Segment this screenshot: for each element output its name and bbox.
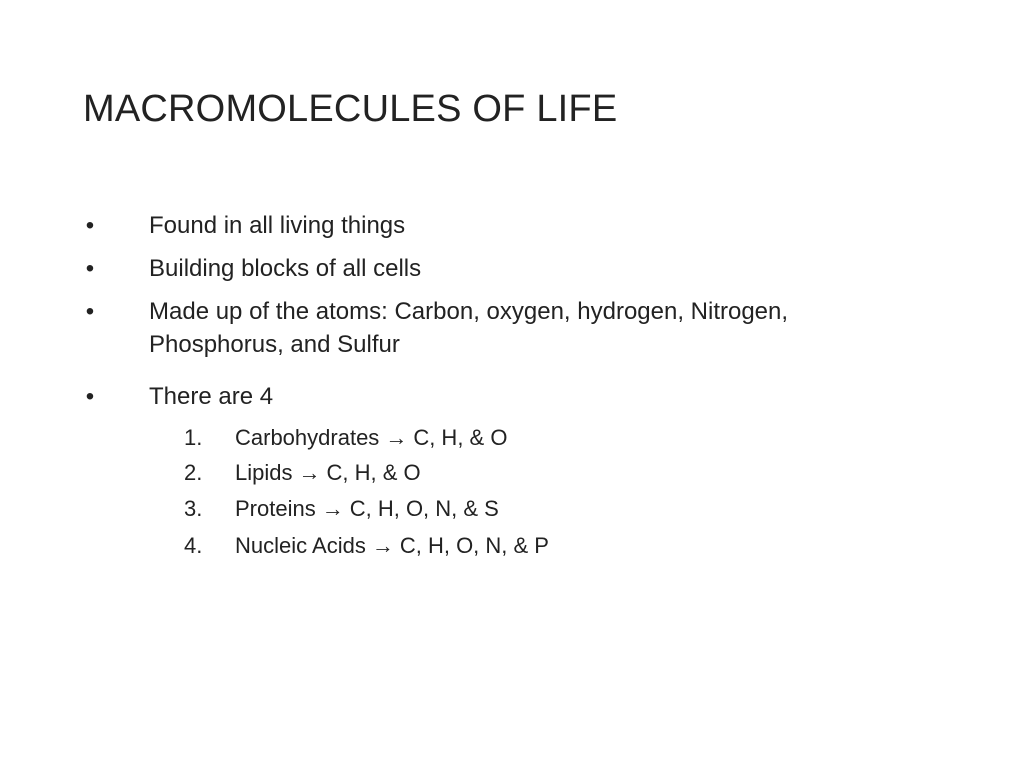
element-list: C, H, & O	[413, 425, 508, 450]
item-number: 4.	[184, 533, 203, 558]
arrow-right-icon: →	[298, 460, 321, 485]
bullet-marker: •	[85, 255, 95, 282]
macromolecule-name: Lipids	[235, 460, 293, 485]
item-number: 1.	[184, 425, 203, 450]
item-number: 2.	[184, 460, 203, 485]
item-text	[235, 531, 549, 561]
element-list: C, H, O, N, & P	[399, 533, 549, 558]
bullet-marker: •	[85, 383, 95, 410]
bullet-text: There are 4	[149, 383, 274, 410]
item-number: 3.	[184, 496, 203, 521]
arrow-right-icon: →	[371, 533, 394, 558]
arrow-right-icon: →	[321, 496, 344, 521]
item-text	[235, 458, 421, 488]
arrow-right-icon: →	[385, 425, 408, 450]
bullet-text: Building blocks of all cells	[149, 255, 422, 282]
bullet-text: Made up of the atoms: Carbon, oxygen, hydrogen, Nitrogen, Phosphorus, and Sulfur	[149, 298, 789, 358]
bullet-text: Found in all living things	[149, 212, 406, 239]
slide-title: MACROMOLECULES OF LIFE	[83, 88, 618, 130]
macromolecule-name: Nucleic Acids	[235, 533, 366, 558]
item-text	[235, 423, 507, 453]
element-list: C, H, O, N, & S	[349, 496, 499, 521]
bullet-marker: •	[85, 212, 95, 239]
item-text	[235, 494, 499, 524]
bullet-marker: •	[85, 298, 95, 325]
macromolecule-name: Proteins	[235, 496, 316, 521]
macromolecule-name: Carbohydrates	[235, 425, 380, 450]
element-list: C, H, & O	[326, 460, 421, 485]
